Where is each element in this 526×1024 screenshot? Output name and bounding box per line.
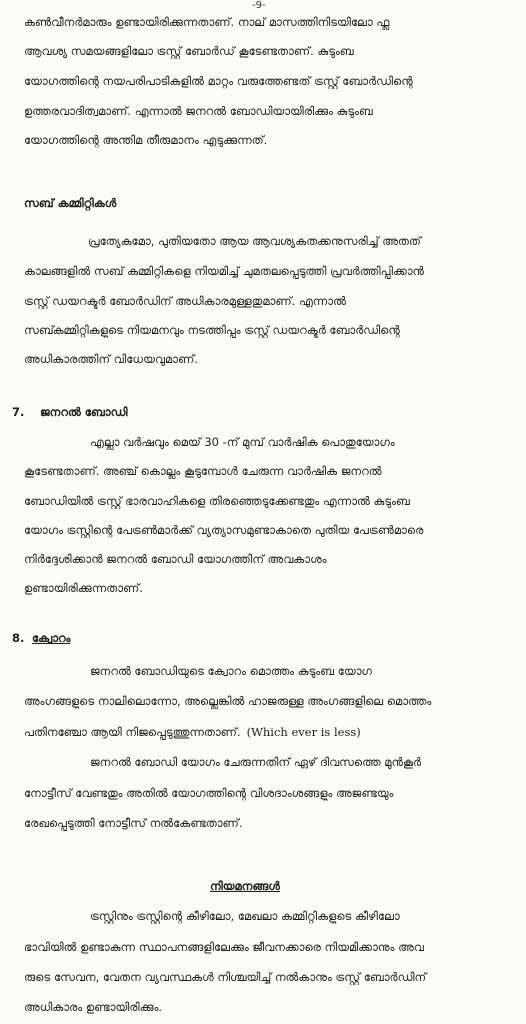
text-line: രേഖപ്പെടുത്തി നോട്ടീസ് നൽകേണ്ടതാണ്. (24, 816, 243, 830)
section-heading-sub-committees: സബ് കമ്മിറ്റികൾ (24, 196, 117, 210)
text-line: അധികാരത്തിന് വിധേയവുമാണ്. (24, 352, 198, 366)
text-line: ഭാവിയിൽ ഉണ്ടാകുന്ന സ്ഥാപനങ്ങളിലേക്കും ജീവനക്കാരെ നിയമിക്കാനും അവ (24, 940, 424, 954)
text-line: അധികാരം ഉണ്ടായിരിക്കും. (24, 1000, 163, 1014)
text-line: ജനറൽ ബോഡിയുടെ ക്വോറം മൊത്തം കുടുംബ യോഗ (90, 664, 372, 678)
text-line: ജനറൽ ബോഡി യോഗം ചേരുന്നതിന് ഏഴ് ദിവസത്തെ മുൻകൂർ (90, 755, 422, 769)
which-ever-is-less-note: (Which ever is less) (246, 725, 361, 739)
text-line: ഉണ്ടായിരിക്കുന്നതാണ്. (24, 581, 143, 595)
text-line: നോട്ടീസ് വേണ്ടതും അതിൽ യോഗത്തിന്റെ വിശദാംശങ്ങളും അജണ്ടയും (24, 786, 394, 800)
text-line: യോഗത്തിന്റെ നയപരിപാടികളിൽ മാറ്റം വരുത്തേണ്ടത് ട്രസ്റ്റ് ബോർഡിന്റെ (24, 74, 413, 88)
text-line: നിർദ്ദേശിക്കാൻ ജനറൽ ബോഡി യോഗത്തിന് അവകാശം (24, 552, 327, 566)
text-line: കൂടേണ്ടതാണ്. അഞ്ച് കൊല്ലം കൂടുമ്പോൾ ചേരുന്ന വാർഷിക ജനറൽ (24, 464, 382, 478)
text-line: കാലങ്ങളിൽ സബ് കമ്മിറ്റികളെ നിയമിച്ച് ചുമതലപ്പെടുത്തി പ്രവർത്തിപ്പിക്കാൻ (24, 264, 424, 278)
text-line: ഉത്തരവാദിത്വമാണ്. എന്നാൽ ജനറൽ ബോഡിയായിരിക്കും കുടുംബ (24, 104, 373, 118)
text-line: ആവശ്യ സമയങ്ങളിലോ ട്രസ്റ്റ് ബോർഡ് കൂടേണ്ടതാണ്. കുടുംബ (24, 44, 354, 58)
page-number: -9- (252, 0, 266, 11)
text-line: ട്രസ്റ്റിനും ട്രസ്റ്റിന്റെ കീഴിലോ, മേഖലാ കമ്മിറ്റികളുടെ കീഴിലോ (90, 909, 400, 923)
text-line: രുടെ സേവന, വേതന വ്യവസ്ഥകൾ നിശ്ചയിച്ച് നൽകാനും ട്രസ്റ്റ് ബോർഡിന് (24, 970, 427, 984)
text-line: യോഗത്തിന്റെ അന്തിമ തീരുമാനം എടുക്കുന്നത്. (24, 133, 268, 147)
text-line: യോഗം ട്രസ്റ്റിന്റെ പേട്രൺമാർക്ക് വ്യത്യാസമുണ്ടാകാതെ പുതിയ പേട്രൺമാരെ (24, 523, 424, 537)
text-line: സബ്കമ്മിറ്റികളുടെ നിയമനവും നടത്തിപ്പും ട്രസ്റ്റ് ഡയറക്ടർ ബോർഡിന്റെ (24, 323, 400, 337)
text-line: പതിനഞ്ചോ ആയി നിജപ്പെടുത്തുന്നതാണ്. (Which ever is less) (24, 725, 361, 739)
text-line: എല്ലാ വർഷവും മെയ് 30 -ന് മുമ്പ് വാർഷിക പൊതുയോഗം (90, 435, 395, 449)
text-line: ട്രസ്റ്റ് ഡയറക്ടർ ബോർഡിന് അധികാരമുള്ളതുമാണ്. എന്നാൽ (24, 294, 346, 308)
text-line: കൺവീനർമാരും ഉണ്ടായിരിക്കുന്നതാണ്. നാല് മാസത്തിനിടയിലോ ഫ്ലു (24, 15, 390, 29)
text-line: പ്രത്യേകമോ, പുതിയതോ ആയ ആവശ്യകതക്കനുസരിച്ച് അതത് (88, 234, 421, 248)
section-heading-general-body: 7. ജനറൽ ബോഡി (12, 405, 128, 419)
text-line: ബോഡിയിൽ ട്രസ്റ്റ് ഭാരവാഹികളെ തിരഞ്ഞെടുക്കേണ്ടതും എന്നാൽ കുടുംബ (24, 494, 410, 508)
text-line: അംഗങ്ങളുടെ നാലിലൊന്നോ, അല്ലെങ്കിൽ ഹാജരുള്ള അംഗങ്ങളിലെ മൊത്തം (24, 694, 432, 708)
section-heading-appointments: നിയമനങ്ങൾ (210, 879, 280, 893)
section-heading-quorum: 8. ക്വോറം (12, 631, 71, 645)
